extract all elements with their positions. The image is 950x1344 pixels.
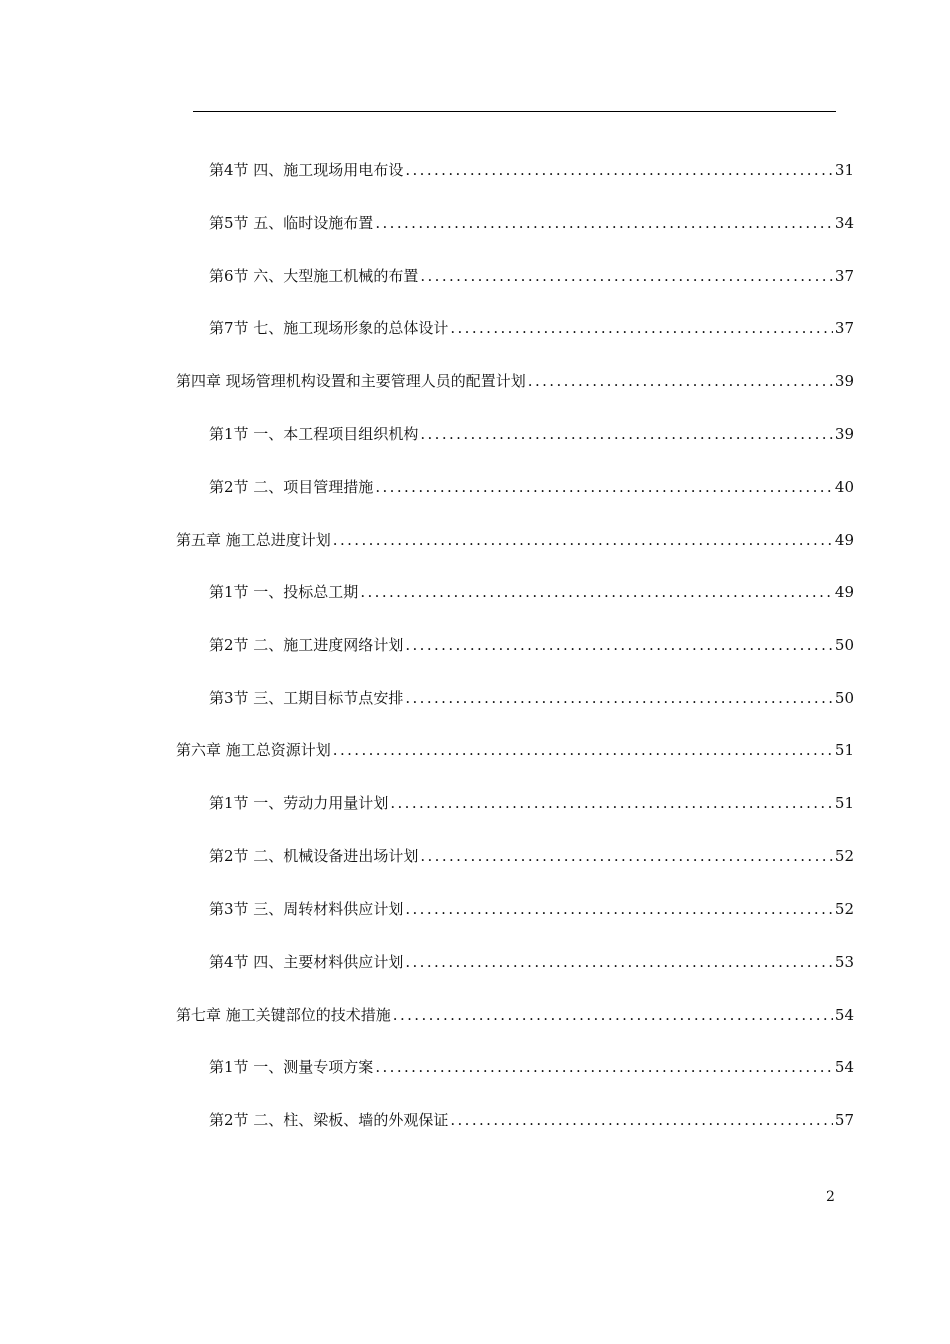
toc-entry[interactable] <box>209 160 854 180</box>
toc-dot-leader <box>450 318 833 338</box>
toc-entry-label: 第3节 三、工期目标节点安排 <box>209 689 404 707</box>
toc-entry-page: 52 <box>834 900 854 918</box>
toc-entry[interactable] <box>209 1110 854 1130</box>
toc-entry[interactable] <box>209 582 854 602</box>
toc-entry-label: 第1节 一、测量专项方案 <box>209 1058 374 1076</box>
toc-dot-leader <box>360 582 833 602</box>
toc-dot-leader <box>405 952 833 972</box>
toc-entry-label: 第五章 施工总进度计划 <box>176 531 331 549</box>
toc-entry-label: 第7节 七、施工现场形象的总体设计 <box>209 319 449 337</box>
toc-entry-label: 第2节 二、项目管理措施 <box>209 478 374 496</box>
toc-dot-leader <box>420 424 833 444</box>
toc-dot-leader <box>528 371 833 391</box>
toc-entry-page: 37 <box>834 267 854 285</box>
toc-entry[interactable] <box>209 318 854 338</box>
toc-dot-leader <box>420 846 833 866</box>
toc-dot-leader <box>390 793 833 813</box>
toc-entry-label: 第七章 施工关键部位的技术措施 <box>176 1006 391 1024</box>
toc-entry[interactable] <box>209 952 854 972</box>
toc-entry-page: 50 <box>834 689 854 707</box>
toc-entry-page: 50 <box>834 636 854 654</box>
toc-entry-page: 39 <box>834 372 854 390</box>
toc-entry-page: 49 <box>834 531 854 549</box>
toc-entry-page: 54 <box>834 1058 854 1076</box>
toc-entry-page: 51 <box>834 794 854 812</box>
toc-dot-leader <box>450 1110 833 1130</box>
toc-dot-leader <box>405 899 833 919</box>
toc-entry-label: 第4节 四、施工现场用电布设 <box>209 161 404 179</box>
toc-entry[interactable] <box>209 1057 854 1077</box>
toc-entry-label: 第1节 一、投标总工期 <box>209 583 359 601</box>
toc-entry-page: 40 <box>834 478 854 496</box>
toc-entry[interactable] <box>209 688 854 708</box>
toc-entry-page: 34 <box>834 214 854 232</box>
toc-dot-leader <box>420 266 833 286</box>
toc-entry-label: 第2节 二、柱、梁板、墙的外观保证 <box>209 1111 449 1129</box>
toc-entry-label: 第四章 现场管理机构设置和主要管理人员的配置计划 <box>176 372 526 390</box>
toc-entry-page: 54 <box>834 1006 854 1024</box>
toc-dot-leader <box>405 688 833 708</box>
toc-entry-label: 第六章 施工总资源计划 <box>176 741 331 759</box>
toc-entry-page: 31 <box>834 161 854 179</box>
toc-dot-leader <box>333 740 833 760</box>
toc-entry[interactable] <box>209 213 854 233</box>
page-number: 2 <box>826 1189 835 1205</box>
toc-dot-leader <box>375 1057 833 1077</box>
toc-entry-page: 53 <box>834 953 854 971</box>
toc-entry[interactable] <box>209 846 854 866</box>
toc-entry-label: 第3节 三、周转材料供应计划 <box>209 900 404 918</box>
toc-chapter-entry[interactable] <box>176 530 854 550</box>
toc-entry-page: 39 <box>834 425 854 443</box>
toc-chapter-entry[interactable] <box>176 740 854 760</box>
toc-entry-page: 37 <box>834 319 854 337</box>
toc-entry-label: 第5节 五、临时设施布置 <box>209 214 374 232</box>
toc-entry[interactable] <box>209 266 854 286</box>
toc-entry-page: 52 <box>834 847 854 865</box>
toc-dot-leader <box>333 530 833 550</box>
toc-entry-label: 第4节 四、主要材料供应计划 <box>209 953 404 971</box>
toc-dot-leader <box>405 160 833 180</box>
toc-entry-page: 51 <box>834 741 854 759</box>
toc-dot-leader <box>393 1005 833 1025</box>
toc-entry[interactable] <box>209 424 854 444</box>
toc-entry-label: 第2节 二、施工进度网络计划 <box>209 636 404 654</box>
toc-entry-label: 第1节 一、劳动力用量计划 <box>209 794 389 812</box>
toc-dot-leader <box>375 213 833 233</box>
toc-entry[interactable] <box>209 635 854 655</box>
toc-entry[interactable] <box>209 477 854 497</box>
toc-entry-label: 第6节 六、大型施工机械的布置 <box>209 267 419 285</box>
toc-entry-page: 49 <box>834 583 854 601</box>
toc-chapter-entry[interactable] <box>176 371 854 391</box>
toc-entry-label: 第2节 二、机械设备进出场计划 <box>209 847 419 865</box>
toc-entry-page: 57 <box>834 1111 854 1129</box>
toc-entry-label: 第1节 一、本工程项目组织机构 <box>209 425 419 443</box>
toc-entry[interactable] <box>209 899 854 919</box>
toc-chapter-entry[interactable] <box>176 1005 854 1025</box>
toc-entry[interactable] <box>209 793 854 813</box>
toc-dot-leader <box>375 477 833 497</box>
toc-dot-leader <box>405 635 833 655</box>
